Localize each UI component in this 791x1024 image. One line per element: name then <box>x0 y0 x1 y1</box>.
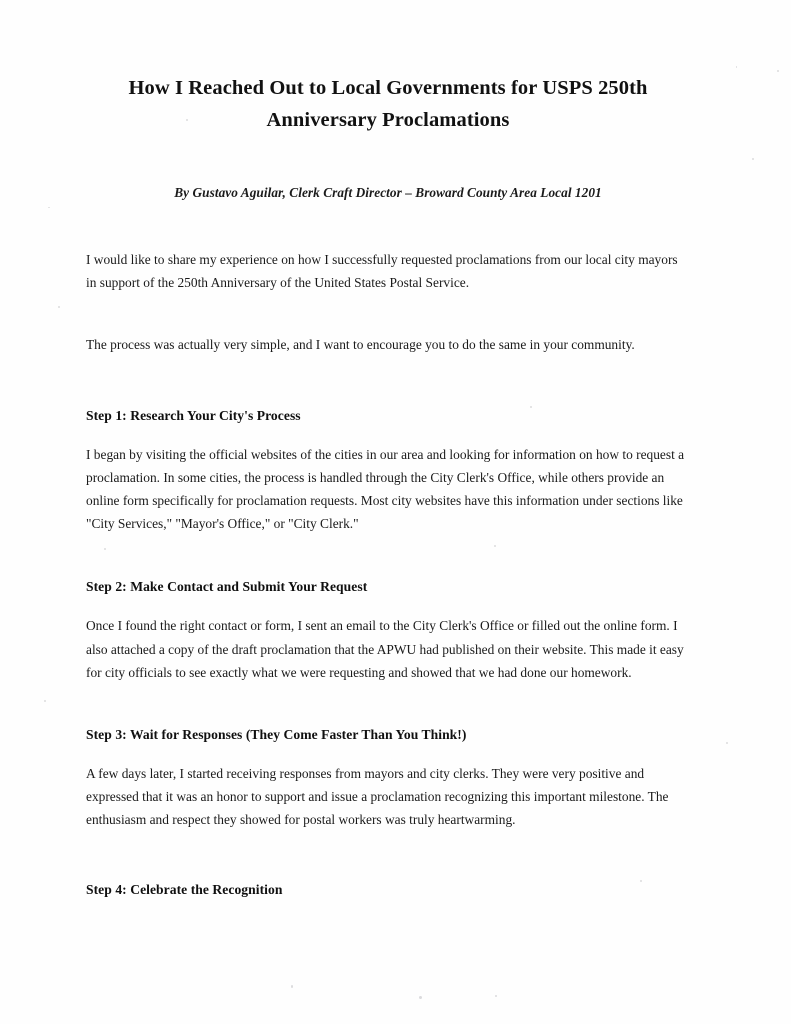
intro-paragraph-2: The process was actually very simple, and I want to encourage you to do the same in your community. <box>86 337 635 353</box>
page-title: How I Reached Out to Local Governments for USPS 250th Anniversary Proclamations <box>128 77 648 131</box>
step-3-heading: Step 3: Wait for Responses (They Come Faster Than You Think!) <box>86 727 467 743</box>
byline: By Gustavo Aguilar, Clerk Craft Director – Broward County Area Local 1201 <box>174 185 602 200</box>
step-3-paragraph: A few days later, I started receiving responses from mayors and city clerks. They were very positive and expressed that it was an honor to support and issue a proclamation recognizing this important milestone. The enthusiasm and respect they showed for postal workers was truly heartwarming. <box>86 766 669 828</box>
document-body <box>86 0 690 900</box>
step-1-paragraph: I began by visiting the official websites of the cities in our area and looking for information on how to request a proclamation. In some cities, the process is handled through the City Clerk's Office, while others provide an online form specifically for proclamation requests. Most city websites have this information under sections like "City Services," "Mayor's Office," or "City Clerk." <box>86 446 685 532</box>
step-2-paragraph: Once I found the right contact or form, I sent an email to the City Clerk's Office or filled out the online form. I also attached a copy of the draft proclamation that the APWU had published on their website. This made it easy for city officials to see exactly what we were requesting and showed that we had done our homework. <box>86 618 684 680</box>
step-4-heading: Step 4: Celebrate the Recognition <box>86 881 283 897</box>
step-2-heading: Step 2: Make Contact and Submit Your Request <box>86 579 368 595</box>
intro-paragraph-1: I would like to share my experience on how I successfully requested proclamations from our local city mayors in support of the 250th Anniversary of the United States Postal Service. <box>86 252 678 291</box>
step-1-heading: Step 1: Research Your City's Process <box>86 407 301 423</box>
